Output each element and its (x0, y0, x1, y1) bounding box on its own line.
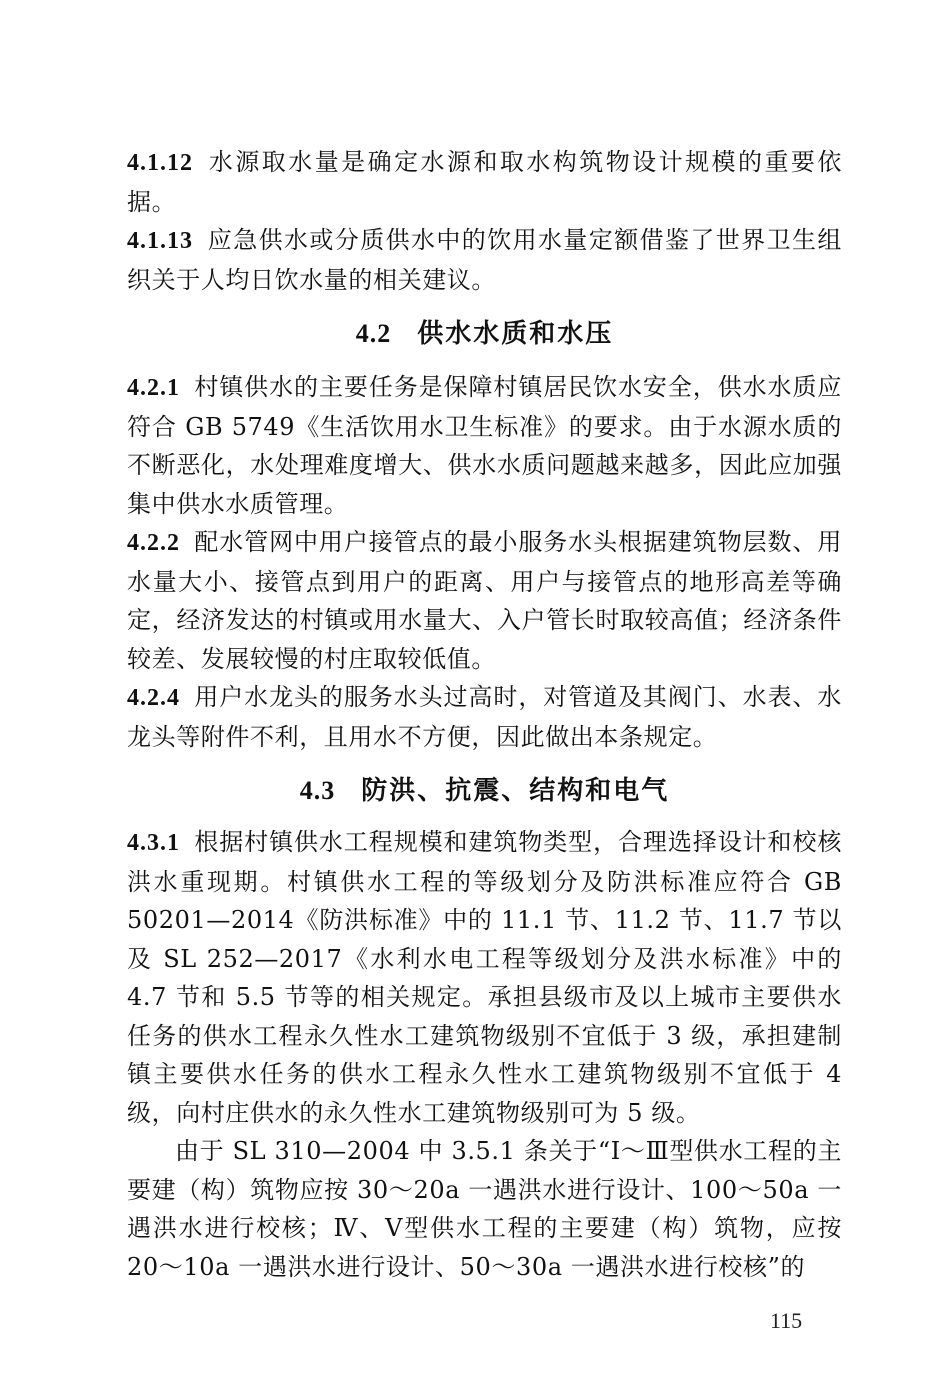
clause-4-2-4 (127, 678, 842, 756)
clause-4-2-2 (127, 523, 842, 678)
clause-4-3-1 (127, 823, 842, 1132)
clause-number: 4.2.2 (127, 530, 180, 556)
clause-text: 村镇供水的主要任务是保障村镇居民饮水安全，供水水质应符合 GB 5749《生活饮用水卫生标准》的要求。由于水源水质的不断恶化，水处理难度增大、供水水质问题越来越多，因此应加强集中供水水质管理。 (127, 373, 842, 518)
page-number: 115 (770, 1308, 803, 1333)
section-number: 4.3 (299, 776, 336, 805)
clause-4-2-1 (127, 368, 842, 523)
section-title: 供水水质和水压 (417, 319, 614, 349)
clause-4-3-1-continuation (127, 1132, 842, 1286)
clause-number: 4.3.1 (127, 830, 180, 856)
clause-text: 水源取水量是确定水源和取水构筑物设计规模的重要依据。 (127, 148, 842, 216)
clause-text: 由于 SL 310—2004 中 3.5.1 条关于“Ⅰ～Ⅲ型供水工程的主要建（构）筑物应按 30～20a 一遇洪水进行设计、100～50a 一遇洪水进行校核；Ⅳ、Ⅴ型供水工程的主要建（构）筑物，应按 20～10a 一遇洪水进行设计、50～30a 一遇洪水进行校核”的 (127, 1137, 842, 1281)
clause-number: 4.2.4 (127, 685, 180, 711)
page-body (127, 143, 842, 1286)
clause-number: 4.1.12 (127, 150, 193, 176)
clause-4-1-13 (127, 221, 842, 299)
clause-text: 用户水龙头的服务水头过高时，对管道及其阀门、水表、水龙头等附件不利，且用水不方便，因此做出本条规定。 (127, 683, 842, 751)
section-heading-4-2 (127, 313, 842, 350)
section-number: 4.2 (355, 319, 392, 348)
clause-text: 配水管网中用户接管点的最小服务水头根据建筑物层数、用水量大小、接管点到用户的距离、用户与接管点的地形高差等确定，经济发达的村镇或用水量大、入户管长时取较高值；经济条件较差、发展较慢的村庄取较低值。 (127, 528, 842, 673)
clause-number: 4.2.1 (127, 375, 180, 401)
section-title: 防洪、抗震、结构和电气 (361, 776, 670, 806)
clause-number: 4.1.13 (127, 228, 193, 254)
clause-text: 根据村镇供水工程规模和建筑物类型，合理选择设计和校核洪水重现期。村镇供水工程的等级划分及防洪标准应符合 GB 50201—2014《防洪标准》中的 11.1 节、11.2 节、11.7 节以及 SL 252—2017《水利水电工程等级划分及洪水标准》中的 4.7 节和 5.5 节等的相关规定。承担县级市及以上城市主要供水任务的供水工程永久性水工建筑物级别不宜低于 3 级，承担建制镇主要供水任务的供水工程永久性水工建筑物级别不宜低于 4 级，向村庄供水的永久性水工建筑物级别可为 5 级。 (127, 828, 842, 1127)
clause-4-1-12 (127, 143, 842, 221)
clause-text: 应急供水或分质供水中的饮用水量定额借鉴了世界卫生组织关于人均日饮水量的相关建议。 (127, 226, 842, 294)
section-heading-4-3 (127, 770, 842, 807)
